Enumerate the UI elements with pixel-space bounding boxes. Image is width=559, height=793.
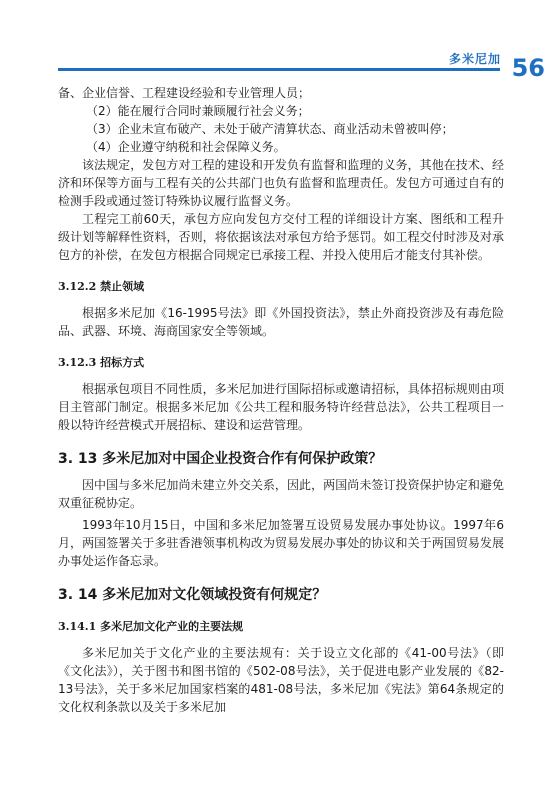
page-header (0, 0, 559, 86)
subsection-title-3-14-1: 3.14.1 多米尼加文化产业的主要法规 (58, 620, 244, 633)
paragraph: 因中国与多米尼加尚未建立外交关系，因此，两国尚未签订投资保护协定和避免双重征税协定。 (58, 478, 504, 510)
paragraph: 多米尼加关于文化产业的主要法规有：关于设立文化部的《41-00号法》（即《文化法》），关于图书和图书馆的《502-08号法》，关于促进电影产业发展的《82-13号法》，关于多米尼加国家档案的481-08号法，多米尼加《宪法》第64条规定的文化权利条款以及关于多米尼加 (58, 646, 504, 714)
list-item: （3）企业未宣布破产、未处于破产清算状态、商业活动未曾被叫停； (86, 122, 454, 136)
header-title: 多米尼加 (448, 52, 501, 66)
header-rule (58, 68, 500, 71)
section-title-3-14: 3. 14 多米尼加对文化领域投资有何规定？ (58, 587, 327, 603)
paragraph: 1993年10月15日，中国和多米尼加签署互设贸易发展办事处协议。1997年6月，两国签署关于多驻香港领事机构改为贸易发展办事处的协议和关于两国贸易发展办事处运作备忘录。 (58, 518, 504, 568)
paragraph: 该法规定，发包方对工程的建设和开发负有监督和监理的义务，其他在技术、经济和环保等方面与工程有关的公共部门也负有监督和监理责任。发包方可通过自有的检测手段或通过签订特殊协议履行监督义务。 (58, 158, 504, 208)
paragraph: 根据承包项目不同性质，多米尼加进行国际招标或邀请招标，具体招标规则由项目主管部门制定。根据多米尼加《公共工程和服务特许经营总法》，公共工程项目一般以特许经营模式开展招标、建设和运营管理。 (58, 382, 504, 432)
page-number: 56 (511, 54, 545, 82)
list-item: （2）能在履行合同时兼顾履行社会义务； (86, 104, 310, 118)
continued-line: 备、企业信誉、工程建设经验和专业管理人员； (58, 86, 311, 100)
paragraph: 工程完工前60天，承包方应向发包方交付工程的详细设计方案、图纸和工程升级计划等解释性资料，否则，将依据该法对承包方给予惩罚。如工程交付时涉及对承包方的补偿，在发包方根据合同规定已承接工程、并投入使用后才能支付其补偿。 (58, 212, 504, 262)
section-title-3-13: 3. 13 多米尼加对中国企业投资合作有何保护政策？ (58, 451, 383, 467)
subsection-title-3-12-2: 3.12.2 禁止领域 (58, 280, 145, 293)
subsection-title-3-12-3: 3.12.3 招标方式 (58, 356, 145, 369)
paragraph: 根据多米尼加《16-1995号法》即《外国投资法》，禁止外商投资涉及有毒危险品、武器、环境、海商国家安全等领域。 (58, 306, 504, 338)
list-item: （4）企业遵守纳税和社会保障义务。 (86, 140, 286, 154)
page-content (58, 84, 504, 716)
